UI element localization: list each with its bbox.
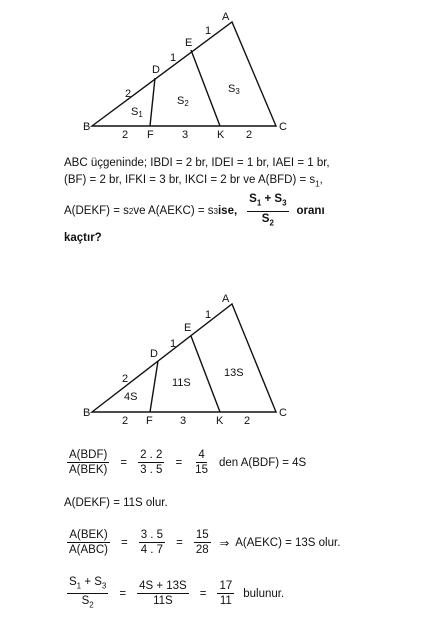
label-ea: 1 [205, 25, 212, 37]
point-k-label-2: K [216, 415, 224, 427]
problem-line-4: kaçtır? [64, 231, 102, 244]
label-fk-2: 3 [180, 415, 187, 427]
solution-step-4: $\frac{S_1 + S_3}{S_2}$ = $\frac{4S + 13S}{11S}$ = $\frac{17}{11}$ bulunur. [69, 576, 285, 610]
label-bd-2: 2 [122, 373, 129, 385]
region-11s-label: 11S [172, 377, 191, 389]
label-kc: 2 [246, 129, 253, 140]
segment-df-solution [150, 361, 158, 412]
point-c-label-2: C [279, 407, 287, 419]
segment-ek-solution [191, 336, 220, 412]
region-13s-label: 13S [224, 367, 244, 379]
label-de: 1 [170, 52, 177, 64]
label-kc-2: 2 [244, 415, 251, 427]
problem-ratio-fraction: $\frac{S_1 + S_3}{S_2}$ [249, 193, 287, 227]
region-4s-label: 4S [124, 391, 138, 403]
solution-step-2: A(DEKF) = 11S olur. [64, 497, 168, 509]
problem-text [64, 155, 430, 247]
implies-arrow: ⇒ [219, 537, 230, 550]
point-f-label-2: F [146, 415, 153, 427]
problem-line-1: ABC üçgeninde; IBDI = 2 br, IDEI = 1 br, IAEI = 1 br, [64, 157, 330, 169]
point-a-label-2: A [222, 293, 230, 305]
point-k-label: K [217, 129, 225, 140]
solution-step-3: $\frac{\text{A(BEK)}}{\text{A(ABC)}}$ = $\frac{3 . 5}{4 . 7}$ = $\frac{15}{28}$ ⇒ A(AEKC) = 13S olur. [69, 529, 341, 556]
problem-line-3: A(DEKF) = s 2 ve A(AEKC) = s 3 ise, $\frac{S_1 + S_3}{S_2}$ oranı [64, 192, 430, 230]
label-ea-2: 1 [205, 309, 212, 321]
triangle-abc-solution [92, 304, 276, 412]
point-e-label-2: E [184, 322, 192, 334]
point-e-label: E [185, 37, 193, 49]
point-a-label: A [222, 11, 230, 23]
label-bf-2: 2 [122, 415, 129, 427]
region-s1-label: S1 [131, 106, 143, 119]
region-s2-label: S2 [177, 95, 189, 108]
label-bf: 2 [122, 129, 129, 140]
label-bd: 2 [125, 88, 132, 100]
segment-df [150, 78, 155, 126]
label-de-2: 1 [170, 338, 177, 350]
point-d-label-2: D [150, 348, 158, 360]
triangle-figure-1 [0, 0, 436, 140]
point-b-label-2: B [83, 407, 91, 419]
point-f-label: F [147, 129, 154, 140]
triangle-figure-2 [0, 290, 436, 430]
point-c-label: C [279, 121, 287, 133]
point-b-label: B [83, 121, 91, 133]
triangle-abc [92, 22, 276, 126]
region-s3-label: S3 [228, 83, 240, 96]
point-d-label: D [152, 64, 160, 76]
solution-step-1: $\frac{\text{A(BDF)}}{\text{A(BEK)}}$ = $\frac{2 . 2}{3 . 5}$ = $\frac{4}{15}$ den A(BDF) = 4S [69, 449, 307, 476]
label-fk: 3 [182, 129, 189, 140]
segment-ek [191, 50, 220, 126]
problem-line-2: (BF) = 2 br, IFKI = 3 br, IKCI = 2 br ve $A(BFD) = s_1$, [64, 174, 323, 189]
